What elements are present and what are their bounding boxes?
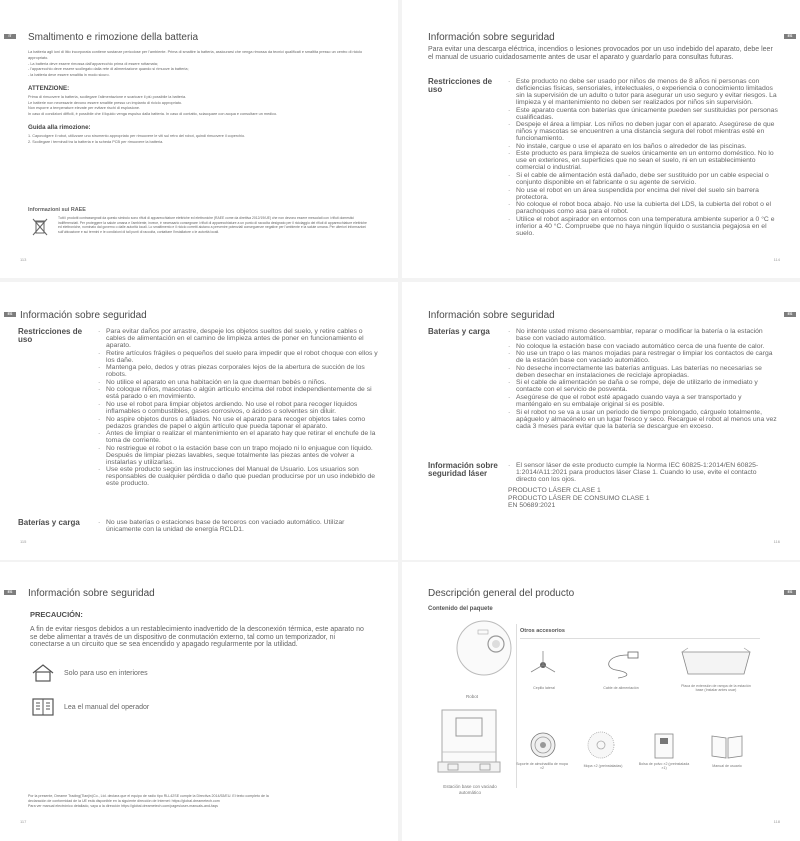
laser-standard: EN 50689:2021 xyxy=(508,502,556,510)
manual-label: Lea el manual del operador xyxy=(64,703,150,711)
side-brush-icon xyxy=(528,648,558,682)
manual-page-114 xyxy=(402,0,800,278)
raee-text: Tutti i prodotti contrassegnati da questo simbolo sono rifiuti di apparecchiature elettriche ed elettroniche (RAEE come da direttiva 2012/19/UE) che non devono essere mescolati con i rifiuti domestici indifferenziati. Per proteggere la salute umana e l'ambiente, invece, è necessario consegnare i rifiuti di apparecchiature a un punto di raccolta designato per il riciclaggio dei rifiuti di apparecchiature elettriche ed elettroniche, nominato dal governo o dalle autorità locali. Lo smaltimento e il riciclo corretti aiutano a prevenire potenziali conseguenze negative per l'ambiente e la salute umana. Per ulteriori informazioni sull'ubicazione e sui termini e le condizioni di tali punti di raccolta, contattare l'installatore o le autorità locali. xyxy=(58,216,367,234)
mop-pad-icon xyxy=(586,730,616,760)
section-label: Restricciones de uso xyxy=(18,327,83,344)
power-cable-icon xyxy=(598,648,648,682)
list-item: · Este producto es para limpieza de suelos únicamente en un entorno doméstico. No lo use en exteriores, en superficies que no sean el suelo, ni en un establecimiento comercial o industrial. xyxy=(508,150,778,171)
page-number: 118 xyxy=(773,819,780,824)
battery-list xyxy=(508,328,778,430)
accessory-caption: Bolsa de polvo ×2 (preinstalada ×1) xyxy=(638,762,690,771)
accessory-caption: Cable de alimentación xyxy=(603,686,639,690)
list-item: · Este producto no debe ser usado por niños de menos de 8 años ni personas con deficiencias físicas, sensoriales, intelectuales, o experiencia o conocimiento limitados sin la supervisión de un adulto o tutor para asegurar un uso seguro y evitar riesgos. La limpieza y el mantenimiento no deben ser realizados por niños sin supervisión. xyxy=(508,78,778,106)
section-label: Información sobre seguridad láser xyxy=(428,461,498,478)
manual-page-116 xyxy=(402,282,800,560)
list-item: · Despeje el área a limpiar. Los niños no deben jugar con el aparato. Asegúrese de que niños y mascotas se encuentren a una distancia segura del robot mientras esté en funcionamiento. xyxy=(508,121,778,142)
read-manual-row xyxy=(32,698,149,716)
list-item: · No coloque niños, mascotas o algún artículo encima del robot independientemente de si está parado o en movimiento. xyxy=(98,386,380,400)
list-item: · No coloque el robot boca abajo. No use la cubierta del LDS, la cubierta del robot o el parachoques como asa para el robot. xyxy=(508,201,778,215)
manual-page-118 xyxy=(402,562,800,840)
attention-line: Prima di rimuovere la batteria, scollegare l'alimentazione e scaricare il più possibile la batteria. xyxy=(28,94,187,99)
robot-image xyxy=(454,618,514,688)
page-title: Información sobre seguridad xyxy=(28,588,155,599)
page-title: Descripción general del producto xyxy=(428,588,575,599)
page-number: 117 xyxy=(20,819,27,824)
caution-text: A fin de evitar riesgos debidos a un restablecimiento inadvertido de la desconexión térmica, este aparato no se debe alimentar a través de un dispositivo de conmutación externo, tal como un temporizador, ni conectarse a un circuito que se sea encendido y apagado regularmente por la utilidad. xyxy=(30,626,364,648)
list-item: · No instale, cargue o use el aparato en los baños o alrededor de las piscinas. xyxy=(508,143,778,150)
divider xyxy=(520,638,760,639)
manual-page-115 xyxy=(0,282,398,560)
list-item: · Retire artículos frágiles o pequeños del suelo para impedir que el robot choque con ellos y los dañe. xyxy=(98,350,380,364)
bullet: - la batteria deve essere smaltita in modo sicuro. xyxy=(28,73,110,78)
list-item: · Este aparato cuenta con baterías que únicamente pueden ser sustituidas por personas cualificadas. xyxy=(508,107,778,121)
list-item: · Si el robot no se va a usar un periodo de tiempo prolongado, cárguelo totalmente, apáguelo y almacénelo en un lugar fresco y seco. Recargue el robot al menos una vez cada 3 meses para evitar que la batería se descargue en exceso. xyxy=(508,409,778,430)
section-label: Restricciones de uso xyxy=(428,77,493,94)
guide-step: 2. Scollegare i terminali tra la batteria e la scheda PCB per rimuovere la batteria. xyxy=(28,139,164,144)
restriction-list xyxy=(98,328,380,488)
page-title: Smaltimento e rimozione della batteria xyxy=(28,32,199,43)
list-item: · No restriegue el robot o la estación base con un trapo mojado ni lo enjuague con líquido. Después de limpiar piezas lavables, seque totalmente las piezas antes de volver a instalarlas y utilizarlas. xyxy=(98,445,380,466)
usage-restrictions xyxy=(428,78,778,237)
list-item: · No use baterías o estaciones base de terceros con vaciado automático. Utilizar únicamente con la unidad de energía RCLD1. xyxy=(98,519,380,533)
raee-heading: Informazioni sui RAEE xyxy=(28,207,86,213)
package-contents-heading: Contenido del paquete xyxy=(428,606,493,612)
battery-section xyxy=(28,50,370,145)
laser-class: PRODUCTO LÁSER DE CONSUMO CLASE 1 xyxy=(508,494,650,502)
base-station-caption: Estación base con vaciado automático xyxy=(443,784,497,795)
page-title: Información sobre seguridad xyxy=(20,310,147,321)
attention-line: Le batterie non necessarie devono essere smaltite presso un impianto di riciclo appropriato. xyxy=(28,100,183,105)
other-accessories-heading: Otros accesorios xyxy=(520,628,565,634)
indoor-label: Solo para uso en interiores xyxy=(64,669,148,677)
language-tab: ES xyxy=(4,590,16,595)
user-manual-icon xyxy=(710,732,744,760)
mop-holder-icon xyxy=(528,730,558,760)
open-book-icon xyxy=(32,698,54,716)
laser-list xyxy=(508,462,778,510)
restriction-list xyxy=(508,78,778,237)
section-label: Baterías y carga xyxy=(428,327,490,336)
list-item: · No utilice el aparato en una habitación en la que duerman bebés o niños. xyxy=(98,379,380,386)
accessory-caption: Placa de extensión de rampa de la estación base (Instalar antes usar) xyxy=(681,684,751,693)
laser-class: PRODUCTO LÁSER CLASE 1 xyxy=(508,487,601,494)
list-item: · No coloque la estación base con vaciado automático cerca de una fuente de calor. xyxy=(508,343,778,350)
page-number: 114 xyxy=(773,257,780,262)
section-label: Baterías y carga xyxy=(18,518,80,527)
intro-text: Para evitar una descarga eléctrica, incendios o lesiones provocados por un uso indebido del aparato, debe leer el manual de usuario cuidadosamente antes de usar el aparato y guardarlo para consultas futuras. xyxy=(428,46,773,61)
language-tab: ES xyxy=(784,590,796,595)
language-tab: ES xyxy=(784,312,796,317)
list-item: · No aspire objetos duros o afilados. No use el aparato para recoger objetos tales como pedazos grandes de papel o algún artículo que pueda taponar el aparato. xyxy=(98,416,380,430)
manual-page-117 xyxy=(0,562,398,840)
list-item: · No deseche incorrectamente las baterías antiguas. Las baterías no necesarias se deben desechar en instalaciones de reciclaje apropiadas. xyxy=(508,365,778,379)
language-tab: IT xyxy=(4,34,16,39)
footer-line: Por la presente, Dreame Trading(Tianjin)Co., Ltd. declara que el equipo de radio tipo RLL42SE cumple la Directiva 2014/53/EU. El texto completo de la xyxy=(28,794,269,798)
list-item: · No intente usted mismo desensamblar, reparar o modificar la batería o la estación base con vaciado automático. xyxy=(508,328,778,342)
base-station-image xyxy=(436,708,506,783)
footer-line: Para ver manual electrónico detallado, vaya a la dirección https://global.dreametech.com/pages/user-manuals-and-faqs xyxy=(28,804,218,808)
accessory-caption: Soporte de almohadilla de mopa ×2 xyxy=(516,762,568,771)
accessory-caption: Manual de usuario xyxy=(712,764,742,768)
list-item: · Use este producto según las instrucciones del Manual de Usuario. Los usuarios son responsables de cualquier pérdida o daño que puedan producirse por un uso indebido de este producto. xyxy=(98,466,380,487)
language-tab: ES xyxy=(4,312,16,317)
bullet: - l'apparecchio deve essere scollegato dalla rete di alimentazione quando si rimuove la batteria; xyxy=(28,67,189,72)
page-title: Información sobre seguridad xyxy=(428,310,555,321)
bullet: - La batteria deve essere rimossa dall'apparecchio prima di essere rottamata; xyxy=(28,61,158,66)
attention-heading: ATTENZIONE: xyxy=(28,84,70,92)
ramp-extension-plate-icon xyxy=(678,646,754,680)
footer-line: declaración de conformidad de la UE está disponible en la siguiente dirección de Internet: https://global.dreametech.com xyxy=(28,799,220,803)
page-number: 116 xyxy=(773,539,780,544)
laser-safety xyxy=(428,462,778,510)
page-title: Información sobre seguridad xyxy=(428,32,555,43)
list-item: · Asegúrese de que el robot esté apagado cuando vaya a ser transportado y manténgalo en su embalaje original si es posible. xyxy=(508,394,778,408)
list-item: · Si el cable de alimentación se daña o se rompe, deje de utilizarlo de inmediato y contacte con el servicio de posventa. xyxy=(508,379,778,393)
language-tab: ES xyxy=(784,34,796,39)
page-number: 113 xyxy=(20,257,27,262)
caution-heading: PRECAUCIÓN: xyxy=(30,610,83,619)
robot-caption: Robot xyxy=(465,694,478,699)
list-item: · No use un trapo o las manos mojadas para restregar o limpiar los contactos de carga de la estación base con vaciado automático. xyxy=(508,350,778,364)
guide-heading: Guida alla rimozione: xyxy=(28,123,91,131)
attention-line: Non esporre a temperature elevate per evitare rischi di esplosione. xyxy=(28,106,141,111)
indoor-use-row xyxy=(32,664,148,682)
dust-bag-icon xyxy=(652,732,676,760)
list-item: · Si el cable de alimentación está dañado, debe ser sustituido por un cable especial o conjunto disponible en el fabricante o su agente de servicio. xyxy=(508,172,778,186)
manual-page-113 xyxy=(0,0,398,278)
attention-line: In caso di condizioni difficili, è possibile che il liquido venga espulso dalla batteria. In caso di contatto, sciacquare con acqua e consultare un medico. xyxy=(28,112,278,117)
accessory-caption: Mopa ×2 (preinstaladas) xyxy=(583,764,623,768)
list-item: · No use el robot para limpiar objetos ardiendo. No use el robot para recoger líquidos inflamables o combustibles, gases corrosivos, o ácidos o solventes sin diluir. xyxy=(98,401,380,415)
battery-list xyxy=(98,519,380,534)
accessory-caption: Cepillo lateral xyxy=(533,686,555,690)
usage-restrictions xyxy=(18,328,380,488)
crossed-bin-icon xyxy=(32,217,48,237)
list-item: · El sensor láser de este producto cumple la Norma IEC 60825-1:2014/EN 60825-1:2014/A11:2021 para productos láser Clase 1. Cuando lo use, evite el contacto directo con los ojos. xyxy=(508,462,778,483)
list-item: · Utilice el robot aspirador en entornos con una temperatura ambiente superior a 0 °C e inferior a 40 °C. Compruebe que no haya ningún líquido o sustancia pegajosa en el suelo. xyxy=(508,216,778,237)
declaration-footer xyxy=(28,794,370,809)
guide-step: 1. Capovolgere il robot, utilizzare uno strumento appropriato per rimuovere le viti sul retro del robot, quindi rimuovere il coperchio. xyxy=(28,133,246,138)
list-item: · Mantenga pelo, dedos y otras piezas corporales lejos de la abertura de succión de los robots. xyxy=(98,364,380,378)
list-item: · Para evitar daños por arrastre, despeje los objetos sueltos del suelo, y retire cables o cables de alimentación en el camino de limpieza antes de poner en funcionamiento el aparato. xyxy=(98,328,380,349)
house-icon xyxy=(32,664,54,682)
list-item: · No use el robot en un área suspendida por encima del nivel del suelo sin barrera protectora. xyxy=(508,187,778,201)
page-number: 115 xyxy=(20,539,27,544)
intro-text: La batteria agli ioni di litio incorporata contiene sostanze pericolose per l'ambiente. Prima di smaltire la batteria, assicurarsi che venga rimossa da tecnici qualificati e smaltita presso un centro di riciclo appropriato. xyxy=(28,50,363,60)
battery-charging xyxy=(428,328,778,430)
list-item: · Antes de limpiar o realizar el mantenimiento en el aparato hay que retirar el enchufe de la toma de corriente. xyxy=(98,430,380,444)
battery-charging xyxy=(18,519,380,534)
